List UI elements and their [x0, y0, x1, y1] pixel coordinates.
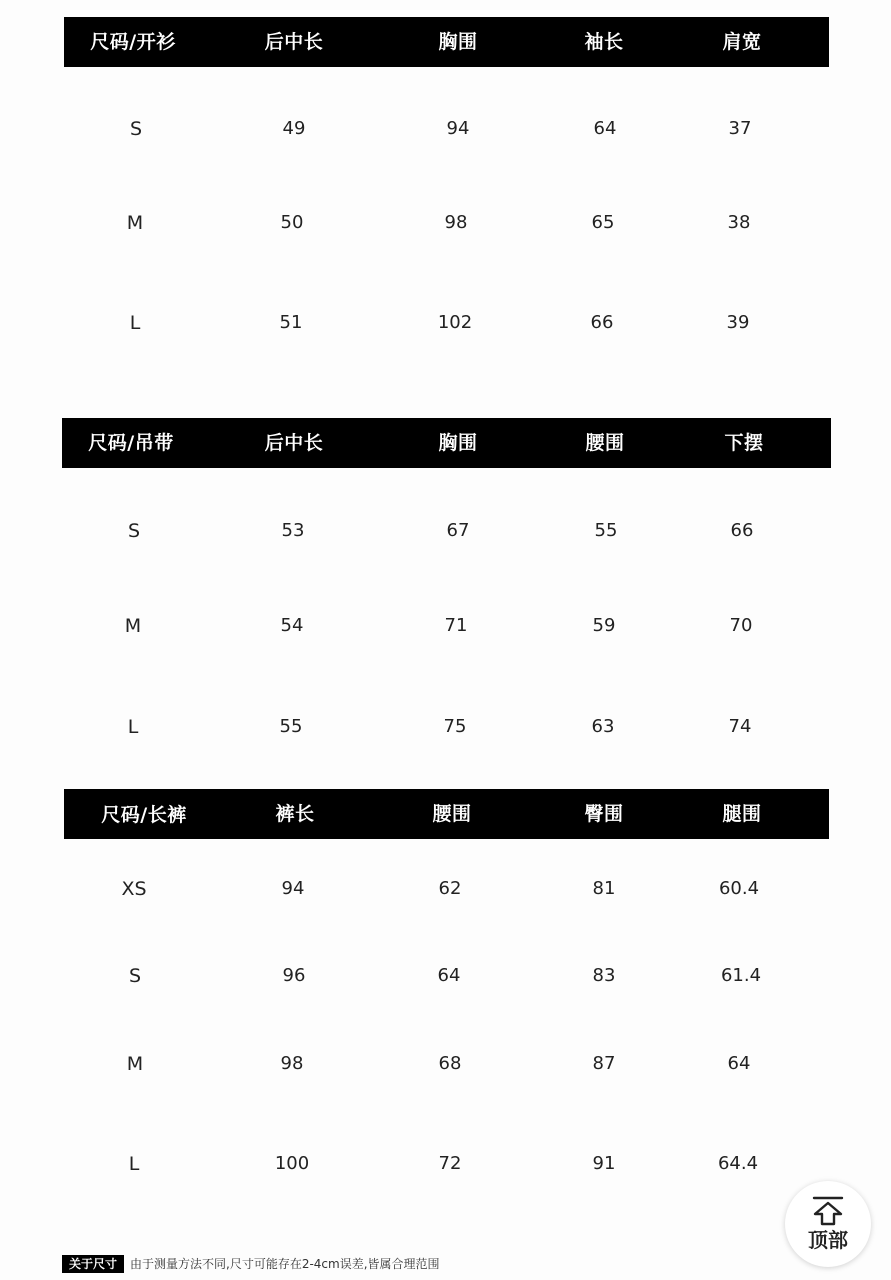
header-thigh: 腿围: [722, 803, 762, 825]
value-cell: 38: [727, 212, 751, 233]
size-cell: S: [127, 520, 141, 542]
size-cell: L: [129, 312, 141, 334]
header-chest: 胸围: [438, 31, 478, 53]
value-cell: 98: [280, 1053, 304, 1074]
size-cell: XS: [121, 878, 147, 900]
header-waist: 腰围: [432, 803, 472, 825]
value-cell: 63: [591, 716, 615, 737]
value-cell: 60.4: [718, 878, 760, 899]
header-back-length: 后中长: [264, 432, 324, 454]
header-shoulder: 肩宽: [722, 31, 762, 53]
table-row: [0, 611, 891, 641]
size-cell: S: [128, 965, 142, 987]
value-cell: 71: [444, 615, 468, 636]
arrow-up-icon: [811, 1196, 845, 1226]
size-note-text: 由于测量方法不同,尺寸可能存在2-4cm误差,皆属合理范围: [130, 1257, 440, 1271]
value-cell: 64: [437, 965, 461, 986]
value-cell: 100: [274, 1153, 310, 1174]
pants-table-header: [64, 789, 829, 839]
value-cell: 68: [438, 1053, 462, 1074]
size-cell: L: [128, 1153, 140, 1175]
header-pants-length: 裤长: [275, 803, 315, 825]
value-cell: 96: [282, 965, 306, 986]
cardigan-table-header: [64, 17, 829, 67]
value-cell: 64: [727, 1053, 751, 1074]
table-row: [0, 114, 891, 144]
header-sleeve-length: 袖长: [584, 31, 624, 53]
camisole-table-header: [62, 418, 831, 468]
size-cell: S: [129, 118, 143, 140]
value-cell: 83: [592, 965, 616, 986]
back-to-top-button[interactable]: [785, 1181, 871, 1267]
table-row: [0, 516, 891, 546]
table-row: [0, 874, 891, 904]
size-note-label: 关于尺寸: [62, 1255, 124, 1273]
value-cell: 87: [592, 1053, 616, 1074]
table-row: [0, 712, 891, 742]
value-cell: 59: [592, 615, 616, 636]
value-cell: 53: [281, 520, 305, 541]
header-hem: 下摆: [724, 432, 764, 454]
table-row: [0, 1049, 891, 1079]
value-cell: 102: [437, 312, 473, 333]
header-hip: 臀围: [584, 803, 624, 825]
value-cell: 81: [592, 878, 616, 899]
value-cell: 54: [280, 615, 304, 636]
value-cell: 94: [281, 878, 305, 899]
value-cell: 50: [280, 212, 304, 233]
value-cell: 51: [279, 312, 303, 333]
value-cell: 98: [444, 212, 468, 233]
value-cell: 64: [593, 118, 617, 139]
table-row: [0, 1149, 891, 1179]
value-cell: 66: [730, 520, 754, 541]
header-size-cardigan: 尺码/开衫: [90, 31, 176, 53]
value-cell: 62: [438, 878, 462, 899]
table-row: [0, 961, 891, 991]
value-cell: 74: [728, 716, 752, 737]
header-chest: 胸围: [438, 432, 478, 454]
value-cell: 94: [446, 118, 470, 139]
value-cell: 61.4: [720, 965, 762, 986]
value-cell: 65: [591, 212, 615, 233]
size-cell: M: [124, 615, 142, 637]
header-back-length: 后中长: [264, 31, 324, 53]
value-cell: 72: [438, 1153, 462, 1174]
header-size-pants: 尺码/长裤: [101, 804, 187, 826]
header-waist: 腰围: [585, 432, 625, 454]
value-cell: 91: [592, 1153, 616, 1174]
size-cell: L: [127, 716, 139, 738]
value-cell: 64.4: [717, 1153, 759, 1174]
table-row: [0, 208, 891, 238]
value-cell: 55: [279, 716, 303, 737]
size-cell: M: [126, 212, 144, 234]
value-cell: 66: [590, 312, 614, 333]
value-cell: 70: [729, 615, 753, 636]
header-size-camisole: 尺码/吊带: [88, 432, 174, 454]
value-cell: 37: [728, 118, 752, 139]
back-to-top-label: 顶部: [808, 1228, 848, 1252]
size-note: [62, 1254, 440, 1274]
value-cell: 67: [446, 520, 470, 541]
size-cell: M: [126, 1053, 144, 1075]
table-row: [0, 308, 891, 338]
value-cell: 55: [594, 520, 618, 541]
value-cell: 75: [443, 716, 467, 737]
value-cell: 49: [282, 118, 306, 139]
value-cell: 39: [726, 312, 750, 333]
